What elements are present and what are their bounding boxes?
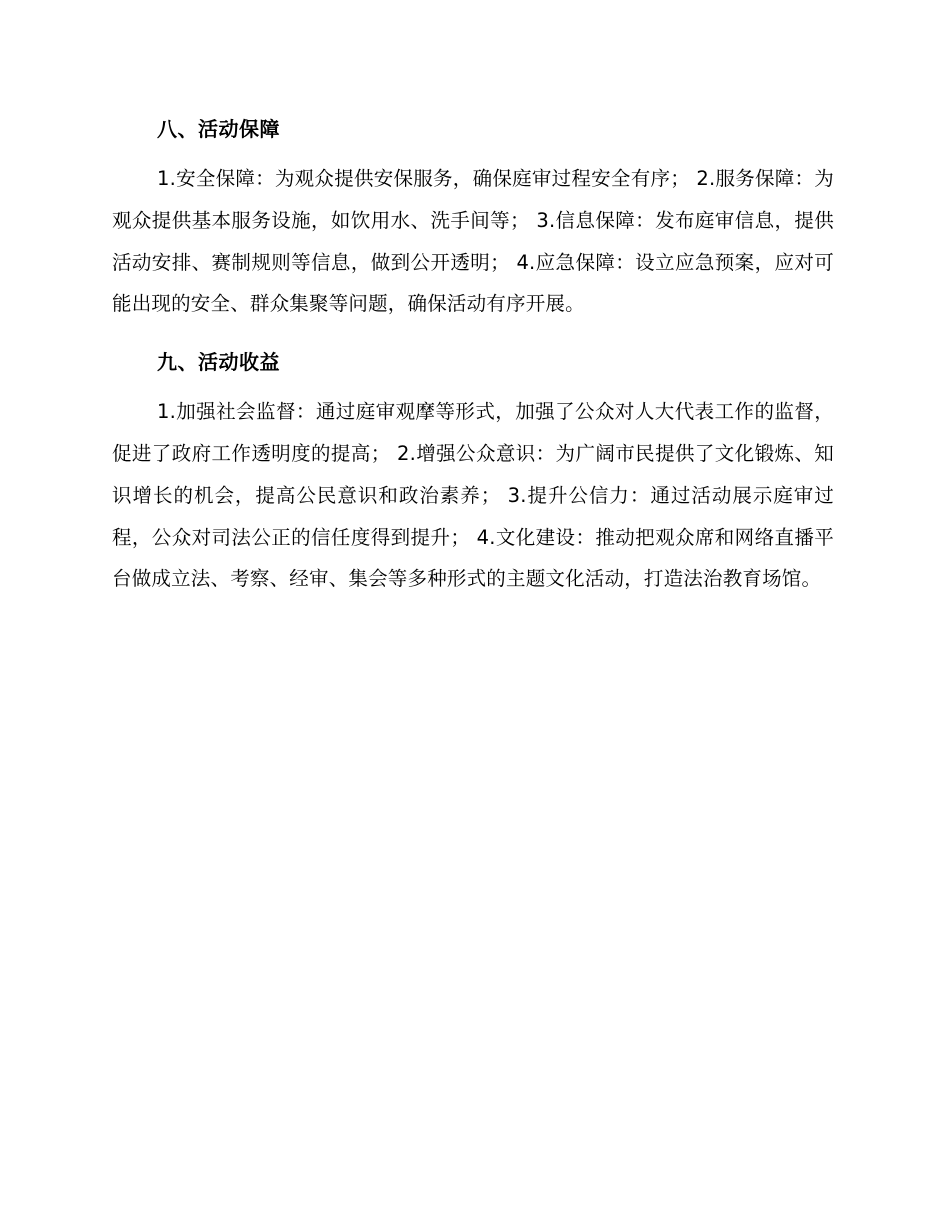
document-content bbox=[112, 108, 834, 600]
section-paragraph: 1.加强社会监督：通过庭审观摩等形式，加强了公众对人大代表工作的监督，促进了政府工作透明度的提高； 2.增强公众意识：为广阔市民提供了文化锻炼、知识增长的机会，提高公民意识和政治素养； 3.提升公信力：通过活动展示庭审过程，公众对司法公正的信任度得到提升； 4.文化建设：推动把观众席和网络直播平台做成立法、考察、经审、集会等多种形式的主题文化活动，打造法治教育场馆。 bbox=[112, 400, 834, 591]
section-activity-benefits bbox=[112, 341, 834, 600]
section-activity-guarantee bbox=[112, 108, 834, 325]
section-heading: 九、活动收益 bbox=[157, 350, 280, 375]
section-paragraph: 1.安全保障：为观众提供安保服务，确保庭审过程安全有序； 2.服务保障：为观众提供基本服务设施，如饮用水、洗手间等； 3.信息保障：发布庭审信息，提供活动安排、赛制规则等信息，做到公开透明； 4.应急保障：设立应急预案，应对可能出现的安全、群众集聚等问题，确保活动有序开展。 bbox=[112, 167, 834, 316]
section-heading: 八、活动保障 bbox=[157, 117, 280, 141]
